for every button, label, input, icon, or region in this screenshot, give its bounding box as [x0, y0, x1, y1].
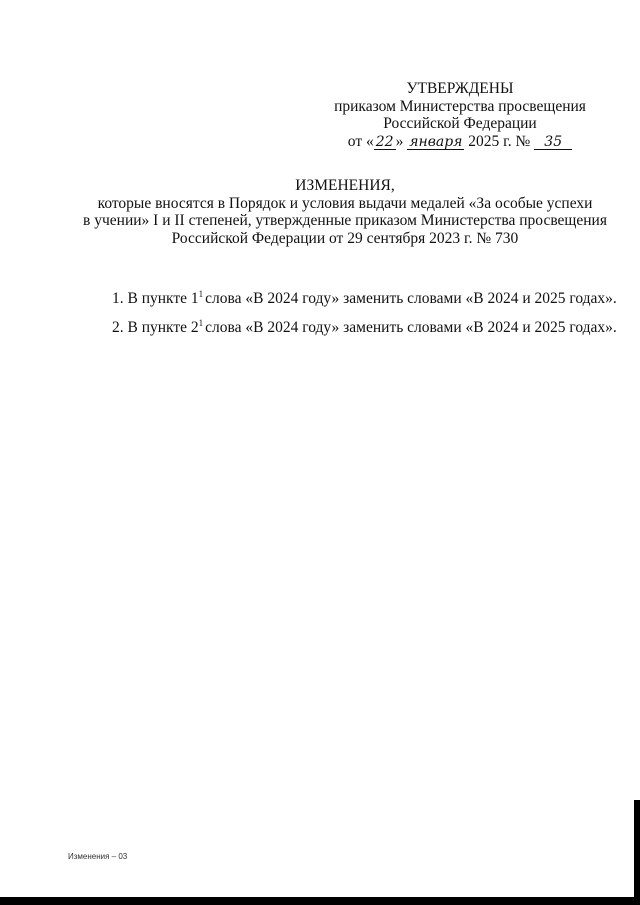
title-line: которые вносятся в Порядок и условия выдачи медалей «За особые успехи — [97, 194, 593, 212]
handwritten-month: января — [409, 133, 463, 150]
list-item — [112, 282, 617, 311]
date-mid: » — [395, 132, 404, 150]
changes-list — [112, 282, 617, 340]
handwritten-number: 35 — [534, 135, 572, 150]
handwritten-day: 22 — [375, 133, 394, 150]
title-line: в учении» I и II степеней, утвержденные приказом Министерства просвещения — [83, 212, 607, 230]
approval-block — [330, 80, 590, 150]
item-text: слова «В 2024 году» заменить словами «В 2024 и 2025 годах». — [205, 290, 617, 307]
scan-border-bottom — [0, 897, 640, 905]
date-prefix: от « — [347, 132, 374, 150]
date-year: 2025 г. № — [468, 132, 531, 150]
title-heading: ИЗМЕНЕНИЯ, — [295, 177, 395, 194]
approval-heading: УТВЕРЖДЕНЫ — [406, 80, 514, 97]
list-item — [112, 311, 617, 340]
item-text: слова «В 2024 году» заменить словами «В 2024 и 2025 годах». — [205, 319, 617, 336]
item-prefix: 1. В пункте 1 — [112, 290, 199, 307]
item-prefix: 2. В пункте 2 — [112, 319, 199, 336]
footer-label: Изменения – 03 — [68, 852, 128, 861]
item-sup: 1 — [198, 289, 204, 299]
approval-line: Российской Федерации — [383, 115, 537, 132]
scan-border-right — [634, 800, 640, 905]
title-line: Российской Федерации от 29 сентября 2023 г. № 730 — [171, 229, 519, 247]
document-title — [60, 177, 630, 247]
approval-date — [330, 133, 590, 151]
approval-line: приказом Министерства просвещения — [334, 97, 586, 115]
item-sup: 1 — [198, 318, 204, 328]
